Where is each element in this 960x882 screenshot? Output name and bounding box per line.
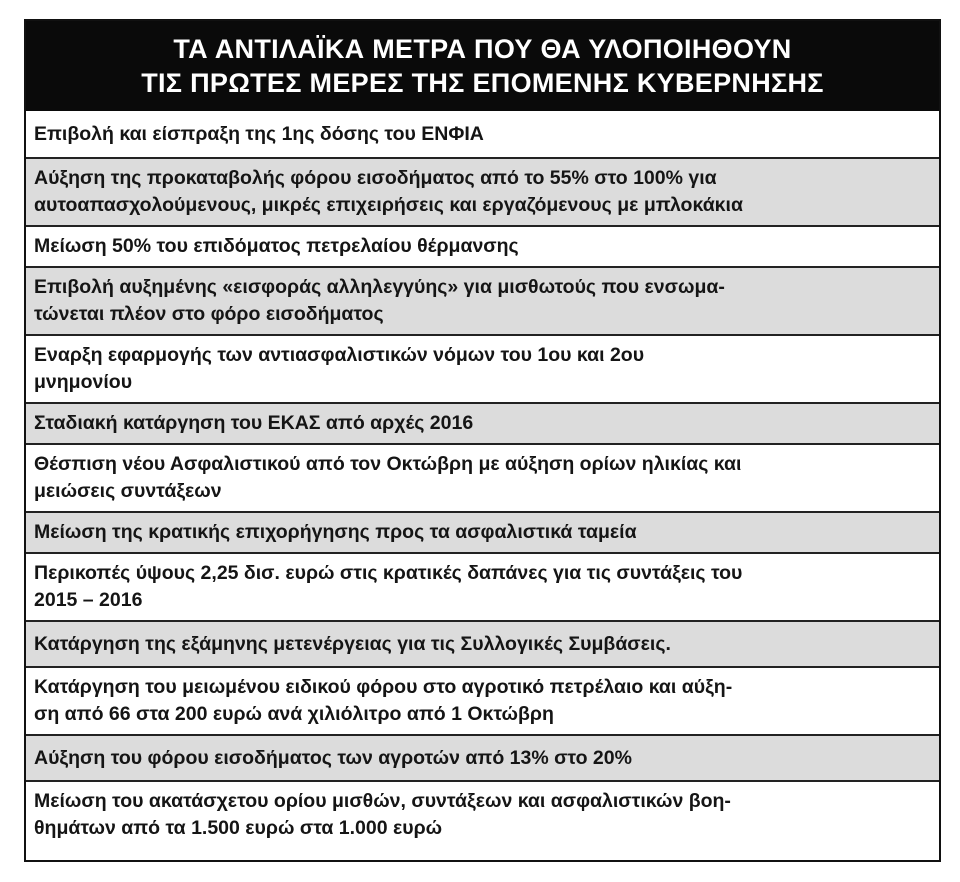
measure-text: Αύξηση της προκαταβολής φόρου εισοδήματος από το 55% στο 100% για	[34, 167, 717, 189]
measure-text: μνημονίου	[34, 371, 133, 393]
measures-list	[26, 111, 939, 860]
measure-row	[26, 225, 939, 266]
measure-text: Σταδιακή κατάργηση του ΕΚΑΣ από αρχές 2016	[34, 412, 474, 434]
measure-row	[26, 666, 939, 734]
measure-row	[26, 402, 939, 443]
measure-text: θημάτων από τα 1.500 ευρώ στα 1.000 ευρώ	[34, 817, 443, 839]
measure-text: Μείωση της κρατικής επιχορήγησης προς τα ασφαλιστικά ταμεία	[34, 521, 637, 543]
measure-text: 2015 – 2016	[34, 589, 143, 611]
measure-text: Αύξηση του φόρου εισοδήματος των αγροτών από 13% στο 20%	[34, 746, 632, 769]
measure-row	[26, 443, 939, 511]
measure-row	[26, 780, 939, 848]
measure-text: Κατάργηση της εξάμηνης μετενέργειας για τις Συλλογικές Συμβάσεις.	[34, 632, 671, 655]
measure-text: τώνεται πλέον στο φόρο εισοδήματος	[34, 303, 384, 325]
measure-row	[26, 334, 939, 402]
measure-text: Επιβολή αυξημένης «εισφοράς αλληλεγγύης» για μισθωτούς που ενσωμα-	[34, 276, 725, 298]
measures-table	[24, 19, 941, 862]
measure-text: Κατάργηση του μειωμένου ειδικού φόρου στο αγροτικό πετρέλαιο και αύξη-	[34, 676, 733, 698]
table-title-line: ΤΑ ΑΝΤΙΛΑΪΚΑ ΜΕΤΡΑ ΠΟΥ ΘΑ ΥΛΟΠΟΙΗΘΟΥΝ	[173, 34, 792, 64]
measure-row	[26, 266, 939, 334]
measure-row	[26, 111, 939, 157]
measure-text: Μείωση του ακατάσχετου ορίου μισθών, συντάξεων και ασφαλιστικών βοη-	[34, 790, 731, 812]
measure-row	[26, 620, 939, 666]
table-title	[26, 21, 939, 111]
measure-text: ση από 66 στα 200 ευρώ ανά χιλιόλιτρο από 1 Οκτώβρη	[34, 703, 554, 725]
measure-row	[26, 511, 939, 552]
measure-text: Επιβολή και είσπραξη της 1ης δόσης του ΕΝΦΙΑ	[34, 122, 484, 145]
table-title-line: ΤΙΣ ΠΡΩΤΕΣ ΜΕΡΕΣ ΤΗΣ ΕΠΟΜΕΝΗΣ ΚΥΒΕΡΝΗΣΗΣ	[141, 68, 824, 98]
measure-row	[26, 734, 939, 780]
measure-text: μειώσεις συντάξεων	[34, 480, 222, 502]
measure-text: Περικοπές ύψους 2,25 δισ. ευρώ στις κρατικές δαπάνες για τις συντάξεις του	[34, 562, 743, 584]
measure-text: Θέσπιση νέου Ασφαλιστικού από τον Οκτώβρη με αύξηση ορίων ηλικίας και	[34, 453, 742, 475]
measure-row	[26, 157, 939, 225]
measure-text: Εναρξη εφαρμογής των αντιασφαλιστικών νόμων του 1ου και 2ου	[34, 344, 645, 366]
measure-row	[26, 552, 939, 620]
measure-text: Μείωση 50% του επιδόματος πετρελαίου θέρμανσης	[34, 235, 519, 257]
measure-text: αυτοαπασχολούμενους, μικρές επιχειρήσεις και εργαζόμενους με μπλοκάκια	[34, 194, 743, 216]
